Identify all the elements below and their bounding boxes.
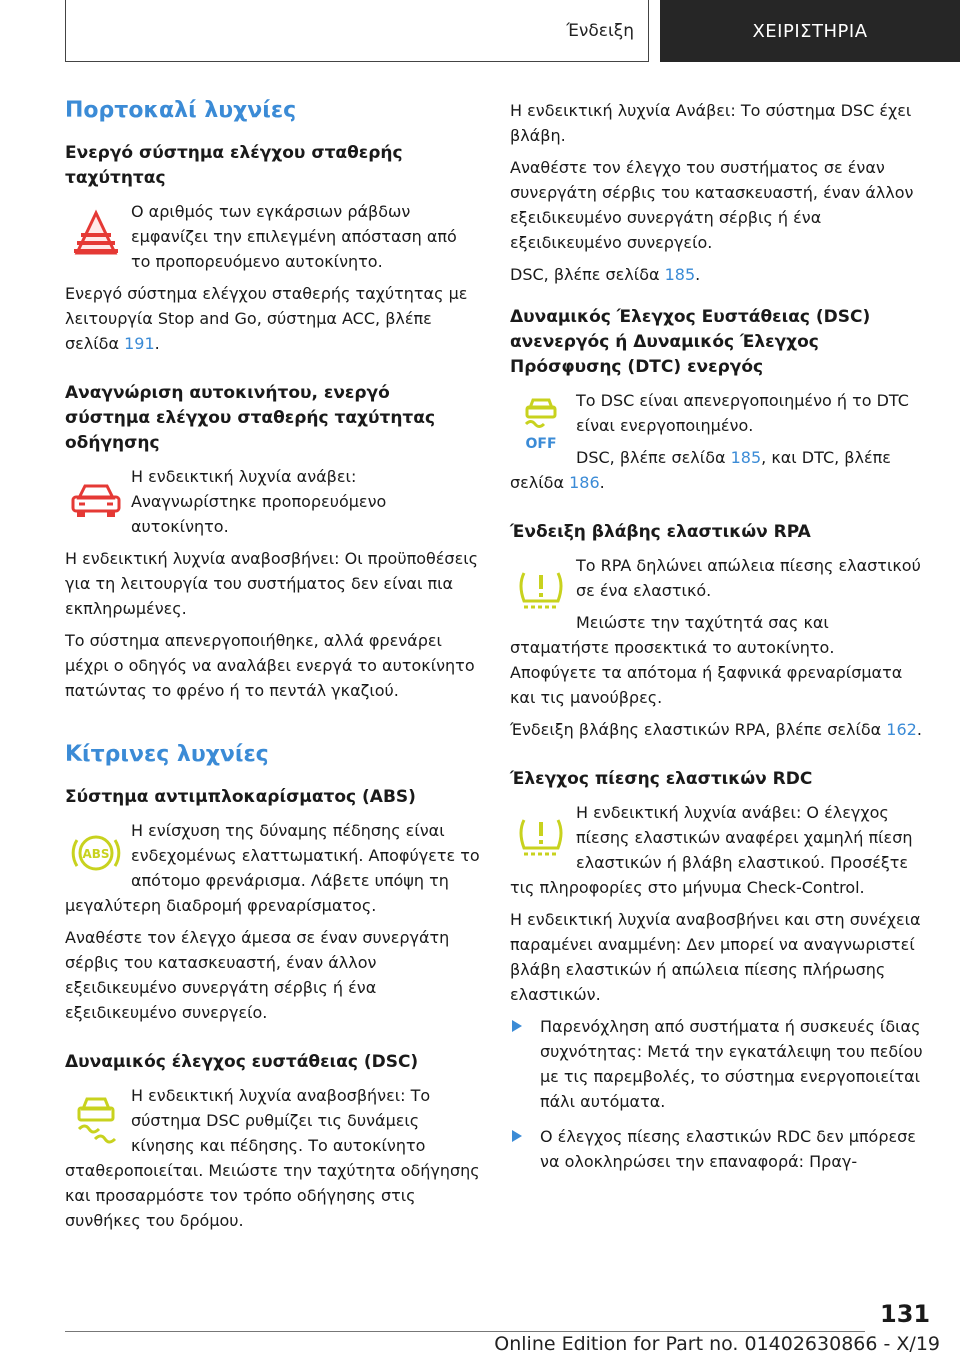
header-tab <box>65 0 649 62</box>
abs-icon <box>65 822 127 884</box>
vehicle-detect-text-2: Η ενδεικτική λυχνία αναβοσβήνει: Οι προϋποθέσεις για τη λειτουργία του συστήματος δεν είναι πια εκπληρωμένες. <box>65 549 479 618</box>
rpa-text-2: Μειώστε την ταχύτητά σας και σταματήστε προσεκτικά το αυτοκίνητο. Αποφύγετε τα απότομα ή ξαφνικά φρεναρίσματα και τις μανούβρες. <box>510 613 903 707</box>
header-section <box>660 0 960 62</box>
page-link[interactable]: 186 <box>569 473 600 492</box>
dsc-text-1: Η ενδεικτική λυχνία αναβοσβήνει: Το σύστημα DSC ρυθμίζει τις δυνάμεις κίνησης και πέδησης. Το αυτοκίνητο σταθεροποιείται. Μειώστε την ταχύτητα οδήγησης και προσαρμόστε τον τρόπο οδήγησης στις συνθήκες του δρόμου. <box>65 1086 480 1230</box>
dsc-continued-block <box>510 98 925 287</box>
rpa-text-3: Ένδειξη βλάβης ελαστικών RPA, βλέπε σελίδα 162. <box>510 720 922 739</box>
left-column <box>65 98 480 1258</box>
footer-divider <box>65 1331 865 1332</box>
rpa-block <box>510 520 925 749</box>
dsc-off-icon-text: OFF <box>525 436 557 452</box>
dsc-cont-text-2: Αναθέστε τον έλεγχο του συστήματος σε έναν συνεργάτη σέρβις του κατασκευαστή, έναν άλλον εξειδικευμένο συνεργάτη σέρβις ή ένα εξειδικευμένο συνεργείο. <box>510 158 914 252</box>
dsc-off-text-1: Το DSC είναι απενεργοποιημένο ή το DTC είναι ενεργοποιημένο. <box>576 391 909 435</box>
dsc-off-heading: Δυναμικός Έλεγχος Ευστάθειας (DSC) ανενεργός ή Δυναμικός Έλεγχος Πρόσφυσης (DTC) ενεργός <box>510 307 871 377</box>
dsc-cont-text-3: DSC, βλέπε σελίδα 185. <box>510 265 701 284</box>
list-item: Παρενόχληση από συστήματα ή συσκευές ίδιας συχνότητας: Μετά την εγκατάλειψη του πεδίου με τις παρεμβολές, το σύστημα ενεργοποιείται πάλι αυτόματα. <box>510 1014 925 1114</box>
rdc-text-1: Η ενδεικτική λυχνία ανάβει: Ο έλεγχος πίεσης ελαστικών αναφέρει χαμηλή πίεση ελαστικών ή βλάβη ελαστικού. Προσέξτε τις πληροφορίες στο μήνυμα Check-Control. <box>510 803 913 897</box>
rdc-block <box>510 767 925 1184</box>
rpa-text-1: Το RPA δηλώνει απώλεια πίεσης ελαστικού σε ένα ελαστικό. <box>576 556 921 600</box>
rdc-bullet-list <box>510 1014 925 1174</box>
bullet-arrow-icon <box>512 1020 522 1032</box>
acc-text-2: Ενεργό σύστημα ελέγχου σταθερής ταχύτητας με λειτουργία Stop and Go, σύστημα ACC, βλέπε σελίδα 191. <box>65 284 468 353</box>
dsc-cont-text-1: Η ενδεικτική λυχνία Ανάβει: Το σύστημα DSC έχει βλάβη. <box>510 101 912 145</box>
page-link[interactable]: 185 <box>730 448 762 467</box>
page-link[interactable]: 191 <box>124 334 155 353</box>
page-link[interactable]: 185 <box>664 265 696 284</box>
page-link[interactable]: 162 <box>886 720 917 739</box>
header-tab-label: Ένδειξη <box>566 20 634 41</box>
dsc-off-block <box>510 305 925 502</box>
yellow-lights-title: Κίτρινες λυχνίες <box>65 742 269 767</box>
acc-distance-icon <box>65 203 127 265</box>
dsc-off-text-2: DSC, βλέπε σελίδα 185, και DTC, βλέπε σελίδα 186. <box>510 448 891 492</box>
page-number: 131 <box>880 1300 931 1328</box>
dsc-block <box>65 1050 480 1240</box>
vehicle-detect-block <box>65 381 480 710</box>
tire-pressure-icon <box>510 557 572 619</box>
abs-block <box>65 785 480 1032</box>
orange-lights-title: Πορτοκαλί λυχνίες <box>65 98 297 123</box>
list-item: Ο έλεγχος πίεσης ελαστικών RDC δεν μπόρεσε να ολοκληρώσει την επαναφορά: Πραγ- <box>510 1124 925 1174</box>
abs-text-1: Η ενίσχυση της δύναμης πέδησης είναι ενδεχομένως ελαττωματική. Αποφύγετε το απότομο φρενάρισμα. Λάβετε υπόψη τη μεγαλύτερη διαδρομή φρεναρίσματος. <box>65 821 480 915</box>
vehicle-detected-icon <box>65 468 127 530</box>
right-column <box>510 98 925 1202</box>
abs-icon-text: ABS <box>82 847 110 861</box>
dsc-off-icon <box>510 392 572 454</box>
tire-pressure-icon <box>510 804 572 866</box>
abs-heading: Σύστημα αντιμπλοκαρίσματος (ABS) <box>65 787 416 807</box>
rpa-heading: Ένδειξη βλάβης ελαστικών RPA <box>510 522 811 542</box>
header-section-label: ΧΕΙΡΙΣΤΗΡΙΑ <box>752 20 868 42</box>
vehicle-detect-heading: Αναγνώριση αυτοκινήτου, ενεργό σύστημα ελέγχου σταθερής ταχύτητας οδήγησης <box>65 383 436 453</box>
footer-edition: Online Edition for Part no. 01402630866 - X/19 <box>494 1333 940 1355</box>
rdc-heading: Έλεγχος πίεσης ελαστικών RDC <box>510 769 813 789</box>
vehicle-detect-text-3: Το σύστημα απενεργοποιήθηκε, αλλά φρενάρει μέχρι ο οδηγός να αναλάβει ενεργά το αυτοκίνητο πατώντας το φρένο ή το πεντάλ γκαζιού. <box>65 631 475 700</box>
vehicle-detect-text-1: Η ενδεικτική λυχνία ανάβει: Αναγνωρίστηκε προπορευόμενο αυτοκίνητο. <box>131 467 387 536</box>
dsc-icon <box>65 1087 127 1149</box>
rdc-text-2: Η ενδεικτική λυχνία αναβοσβήνει και στη συνέχεια παραμένει αναμμένη: Δεν μπορεί να αναγνωριστεί βλάβη ελαστικών ή απώλεια πίεσης πλήρωσης ελαστικών. <box>510 910 921 1004</box>
dsc-heading: Δυναμικός έλεγχος ευστάθειας (DSC) <box>65 1052 419 1072</box>
bullet-arrow-icon <box>512 1130 522 1142</box>
acc-heading: Ενεργό σύστημα ελέγχου σταθερής ταχύτητας <box>65 143 403 188</box>
abs-text-2: Αναθέστε τον έλεγχο άμεσα σε έναν συνεργάτη σέρβις του κατασκευαστή, έναν άλλον εξειδικευμένο συνεργάτη σέρβις ή ένα εξειδικευμένο συνεργείο. <box>65 928 450 1022</box>
acc-text-1: Ο αριθμός των εγκάρσιων ράβδων εμφανίζει την επιλεγμένη απόσταση από το προπορευόμενο αυτοκίνητο. <box>131 202 457 271</box>
acc-block <box>65 141 480 363</box>
